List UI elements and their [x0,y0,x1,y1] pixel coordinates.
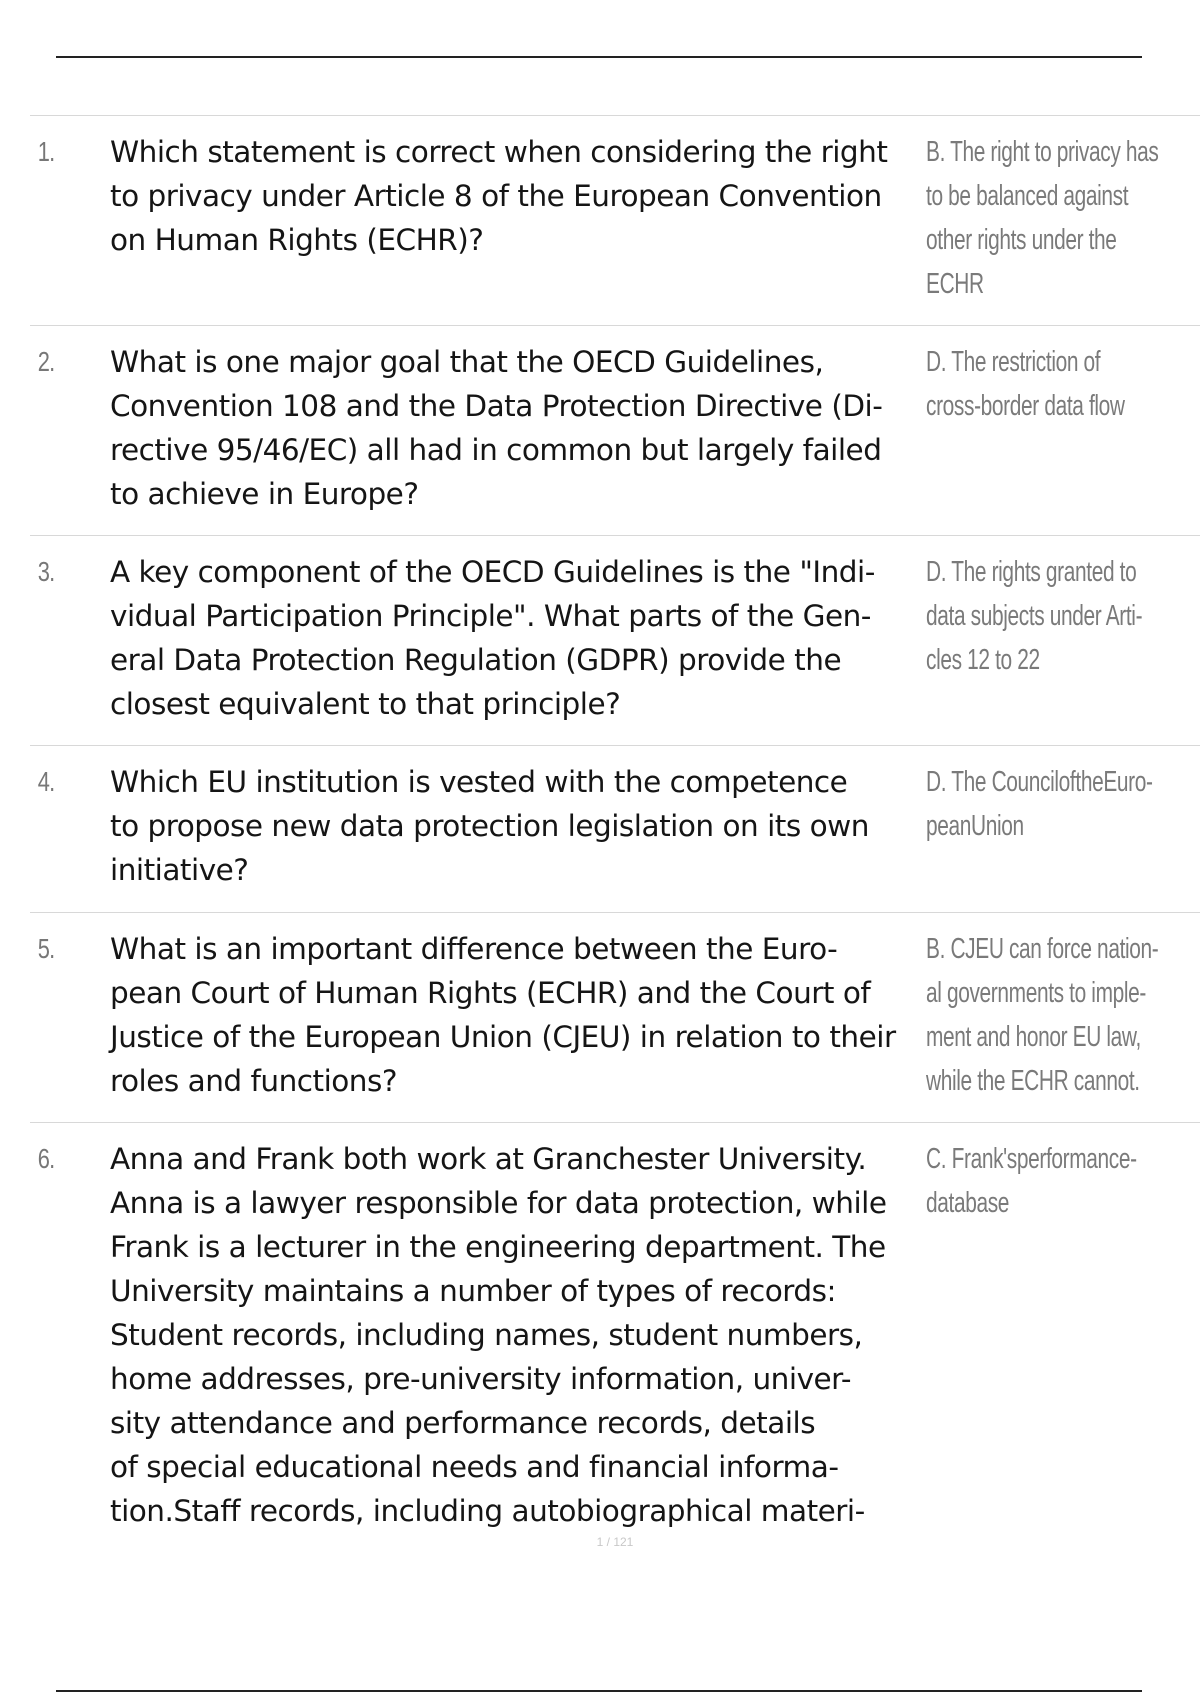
question-text [110,550,920,745]
question-line: What is an important difference between the Euro- [110,932,838,966]
item-number: 1. [37,136,55,167]
qa-row [30,325,1200,535]
answer-text [920,550,1195,745]
question-text [110,927,920,1122]
question-text [110,1137,920,1557]
answer-text [920,1137,1195,1557]
question-line: Justice of the European Union (CJEU) in relation to their [110,1020,896,1054]
answer-line: B. CJEU can force nation- [926,933,1159,965]
item-number: 3. [37,556,55,587]
question-line: Anna and Frank both work at Granchester University. [110,1142,867,1176]
answer-text [920,340,1195,535]
answer-line: peanUnion [926,810,1024,842]
qa-row [30,1122,1200,1557]
bottom-rule [56,1690,1142,1692]
answer-text [920,927,1195,1122]
question-line: home addresses, pre-university information, univer- [110,1362,852,1396]
qa-row [30,115,1200,325]
answer-line: D. The restriction of [926,346,1101,378]
answer-line: al governments to imple- [926,977,1146,1009]
qa-table [30,115,1200,1557]
answer-text [920,760,1195,912]
question-line: pean Court of Human Rights (ECHR) and the Court of [110,976,871,1010]
question-line: tion.Staff records, including autobiographical materi- [110,1494,865,1528]
question-line: sity attendance and performance records, details [110,1406,816,1440]
answer-line: B. The right to privacy has [926,136,1159,168]
answer-line: ment and honor EU law, [926,1021,1141,1053]
top-rule [56,56,1142,58]
question-line: of special educational needs and financial informa- [110,1450,839,1484]
question-line: eral Data Protection Regulation (GDPR) provide the [110,643,842,677]
question-line: Frank is a lecturer in the engineering department. The [110,1230,886,1264]
question-line: to privacy under Article 8 of the European Convention [110,179,882,213]
question-line: A key component of the OECD Guidelines is the "Indi- [110,555,875,589]
question-text [110,760,920,912]
question-line: Anna is a lawyer responsible for data protection, while [110,1186,887,1220]
question-line: Convention 108 and the Data Protection Directive (Di- [110,389,883,423]
answer-line: to be balanced against [926,180,1129,212]
question-line: University maintains a number of types of records: [110,1274,836,1308]
question-line: to propose new data protection legislation on its own [110,809,869,843]
question-text [110,340,920,535]
answer-text [920,130,1195,325]
item-number: 5. [37,933,55,964]
question-line: Student records, including names, student numbers, [110,1318,863,1352]
qa-row [30,535,1200,745]
answer-line: ECHR [926,268,984,300]
answer-line: while the ECHR cannot. [926,1065,1140,1097]
question-line: roles and functions? [110,1064,398,1098]
item-number: 4. [37,766,55,797]
question-text [110,130,920,325]
answer-line: D. The rights granted to [926,556,1137,588]
question-line: to achieve in Europe? [110,477,419,511]
question-line: closest equivalent to that principle? [110,687,621,721]
qa-row [30,745,1200,912]
page-number: 1 / 121 [596,1535,634,1549]
question-line: initiative? [110,853,249,887]
answer-line: database [926,1187,1010,1219]
answer-line: D. The CounciloftheEuro- [926,766,1153,798]
item-number: 2. [37,346,55,377]
question-line: Which EU institution is vested with the competence [110,765,848,799]
question-line: vidual Participation Principle". What parts of the Gen- [110,599,871,633]
answer-line: cross-border data flow [926,390,1125,422]
question-line: rective 95/46/EC) all had in common but largely failed [110,433,882,467]
answer-line: cles 12 to 22 [926,644,1040,676]
answer-line: data subjects under Arti- [926,600,1143,632]
question-line: What is one major goal that the OECD Guidelines, [110,345,824,379]
question-line: Which statement is correct when considering the right [110,135,888,169]
answer-line: C. Frank'sperformance- [926,1143,1137,1175]
question-line: on Human Rights (ECHR)? [110,223,484,257]
item-number: 6. [37,1143,55,1174]
answer-line: other rights under the [926,224,1117,256]
qa-row [30,912,1200,1122]
